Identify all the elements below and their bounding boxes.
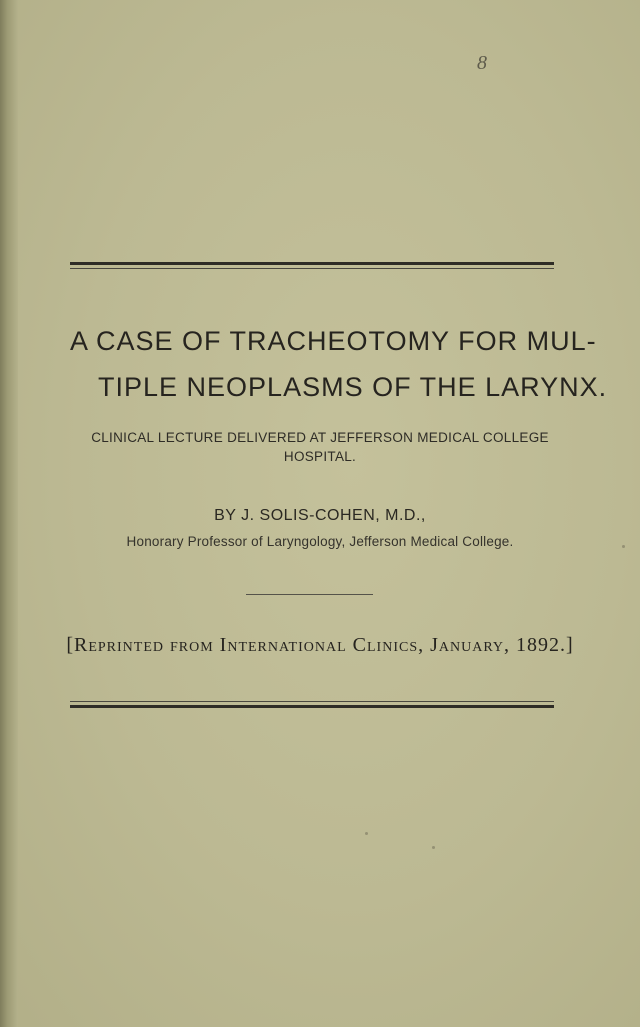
paper-speck (432, 846, 435, 849)
paper-speck (622, 545, 625, 548)
author-affiliation: Honorary Professor of Laryngology, Jefferson Medical College. (126, 534, 514, 549)
title-line-2: TIPLE NEOPLASMS OF THE LARYNX. (98, 372, 608, 402)
binding-edge (0, 0, 18, 1027)
lecture-title (56, 318, 608, 410)
top-rule-thin (70, 268, 554, 269)
top-double-rule (70, 262, 554, 270)
title-line-1: A CASE OF TRACHEOTOMY FOR MUL- (70, 326, 597, 356)
bottom-rule-thick (70, 705, 554, 708)
page-number: 8 (477, 52, 487, 74)
bottom-double-rule (70, 701, 554, 709)
author-byline: BY J. SOLIS-COHEN, M.D., (214, 507, 426, 524)
subtitle-line-1: CLINICAL LECTURE DELIVERED AT JEFFERSON MEDICAL COLLEGE (91, 430, 549, 445)
reprint-notice: [Reprinted from International Clinics, January, 1892.] (66, 634, 574, 656)
subtitle-line-2: HOSPITAL. (283, 449, 357, 464)
paper-speck (365, 832, 368, 835)
top-rule-thick (70, 262, 554, 265)
bottom-rule-thin (70, 701, 554, 702)
separator-rule (246, 594, 373, 595)
lecture-subtitle (70, 428, 570, 466)
